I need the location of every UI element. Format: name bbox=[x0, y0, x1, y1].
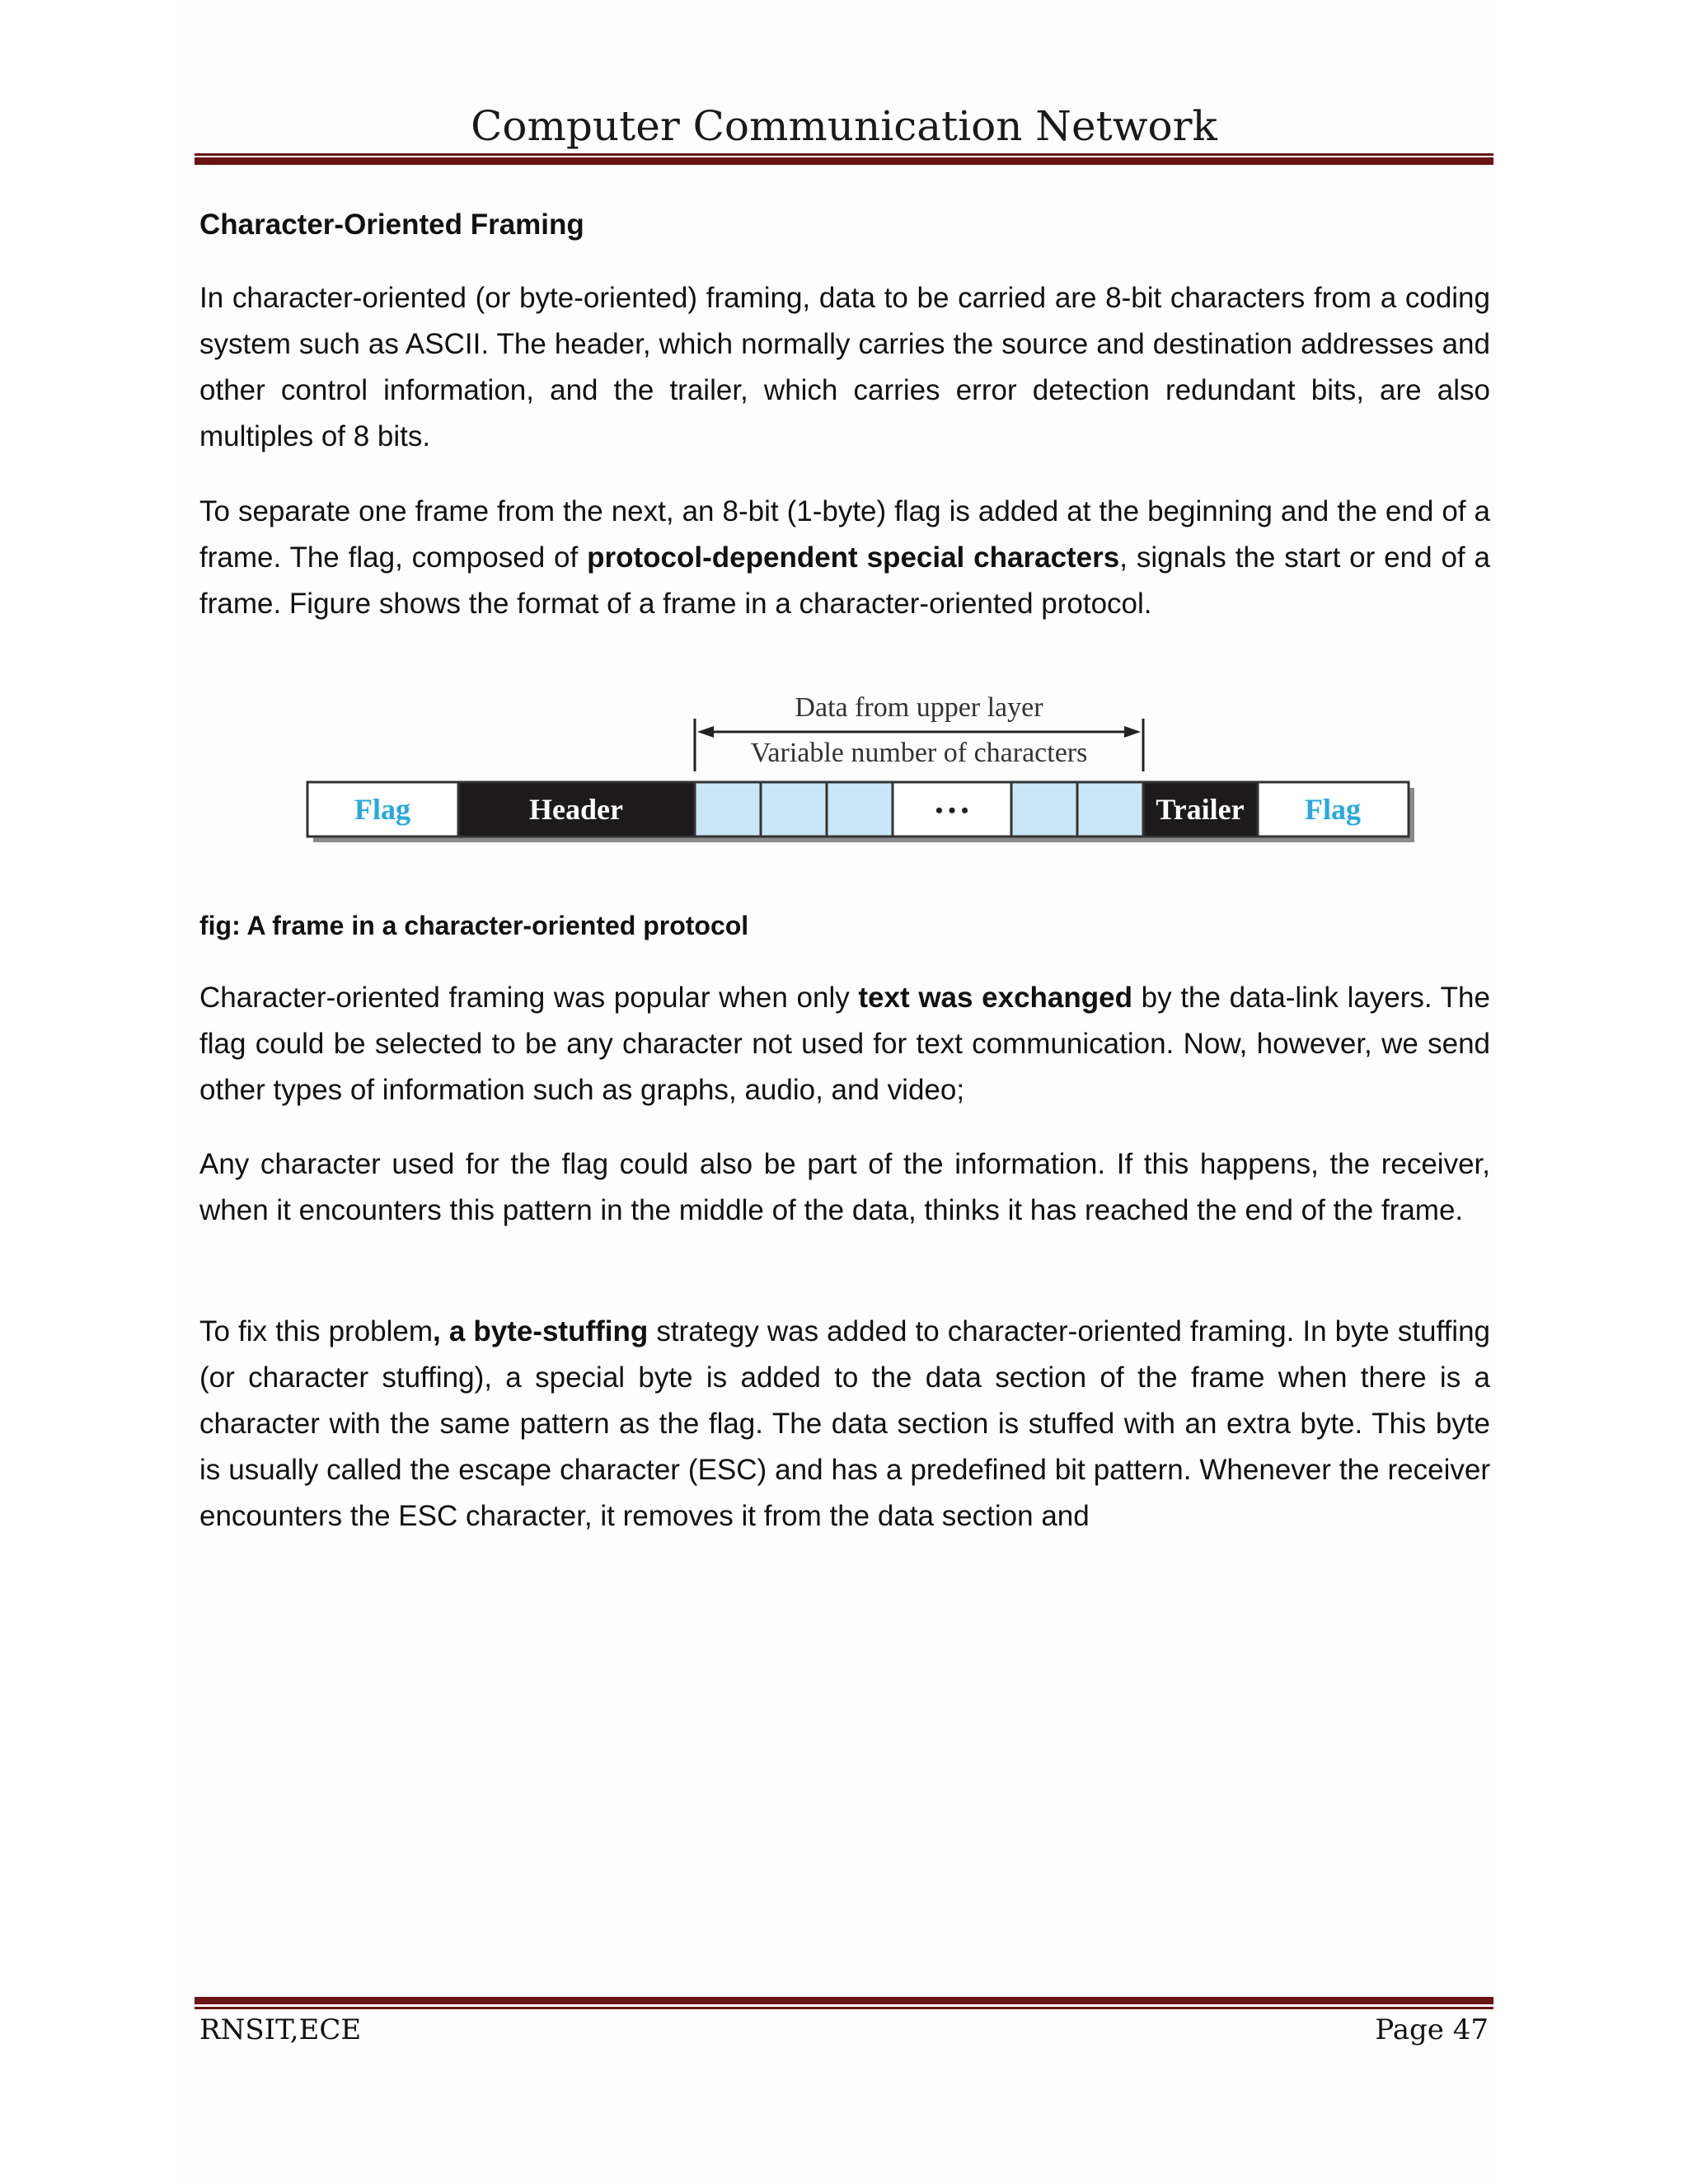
paragraph-5-text-c: strategy was added to character-oriented framing. In byte stuffing (or character stuffing), a special byte is added to the data section of the frame when there is a character with the same pattern as the flag. The data section is stuffed with an extra byte. This byte is usually called the escape character (ESC) and has a predefined bit pattern. Whenever the receiver encounters the ESC character, it removes it from the data section and bbox=[199, 1315, 1491, 1532]
header-rule-thick bbox=[195, 157, 1493, 165]
footer-rule-thick bbox=[195, 1997, 1493, 2004]
data-from-upper-layer-label: Data from upper layer bbox=[795, 692, 1043, 723]
data-cell bbox=[1077, 782, 1143, 837]
paragraph-1: In character-oriented (or byte-oriented) framing, data to be carried are 8-bit characters from a coding system such as ASCII. The header, which normally carries the source and destination addresses and other control information, and the trailer, which carries error detection redundant bits, are also multiples of 8 bits. bbox=[199, 282, 1490, 452]
flag-left-label: Flag bbox=[354, 793, 410, 826]
flag-right-label: Flag bbox=[1305, 793, 1361, 826]
paragraph-2-text-c: , signals the start or end of a frame. Figure shows the format of a frame in a character-oriented protocol. bbox=[199, 541, 1491, 620]
figure-caption: fig: A frame in a character-oriented protocol bbox=[199, 911, 749, 940]
frame-figure bbox=[297, 676, 1418, 849]
paragraph-2-text-a: To separate one frame from the next, an 8-bit (1-byte) flag is added at the beginning and the end of a frame. The flag, composed of bbox=[199, 495, 1490, 574]
data-cell bbox=[761, 782, 827, 837]
paragraph-5 bbox=[199, 1309, 1490, 1540]
trailer-label: Trailer bbox=[1156, 793, 1245, 826]
footer-rule-thin bbox=[195, 2007, 1493, 2009]
ellipsis-label: • • • bbox=[935, 799, 969, 823]
paragraph-3-text-a: Character-oriented framing was popular when only bbox=[199, 982, 859, 1014]
data-cell bbox=[827, 782, 893, 837]
header-label: Header bbox=[529, 793, 623, 826]
footer-institution: RNSIT,ECE bbox=[199, 2013, 362, 2046]
paragraph-3-text-c: by the data-link layers. The flag could be selected to be any character not used for text communication. Now, however, we send other types of information such as graphs, audio, and video; bbox=[199, 982, 1490, 1106]
paragraph-5-bold: , a byte-stuffing bbox=[433, 1315, 649, 1347]
paragraph-3-bold: text was exchanged bbox=[858, 982, 1132, 1014]
paragraph-4: Any character used for the flag could also be part of the information. If this happens, the receiver, when it encounters this pattern in the middle of the data, thinks it has reached the end of the frame. bbox=[199, 1148, 1490, 1226]
data-cell bbox=[1011, 782, 1077, 837]
header-rule-thin bbox=[195, 153, 1493, 156]
paragraph-2-bold: protocol-dependent special characters bbox=[587, 541, 1120, 574]
page-header-title: Computer Communication Network bbox=[471, 102, 1217, 150]
variable-number-label: Variable number of characters bbox=[750, 738, 1088, 768]
arrowhead-left bbox=[697, 726, 714, 738]
paragraph-2 bbox=[199, 489, 1490, 627]
paragraph-3 bbox=[199, 975, 1490, 1113]
data-cell bbox=[695, 782, 761, 837]
footer-page-number: Page 47 bbox=[1375, 2013, 1489, 2046]
paragraph-5-text-a: To fix this problem bbox=[199, 1315, 434, 1347]
section-heading: Character-Oriented Framing bbox=[199, 209, 584, 241]
arrowhead-right bbox=[1124, 726, 1141, 738]
